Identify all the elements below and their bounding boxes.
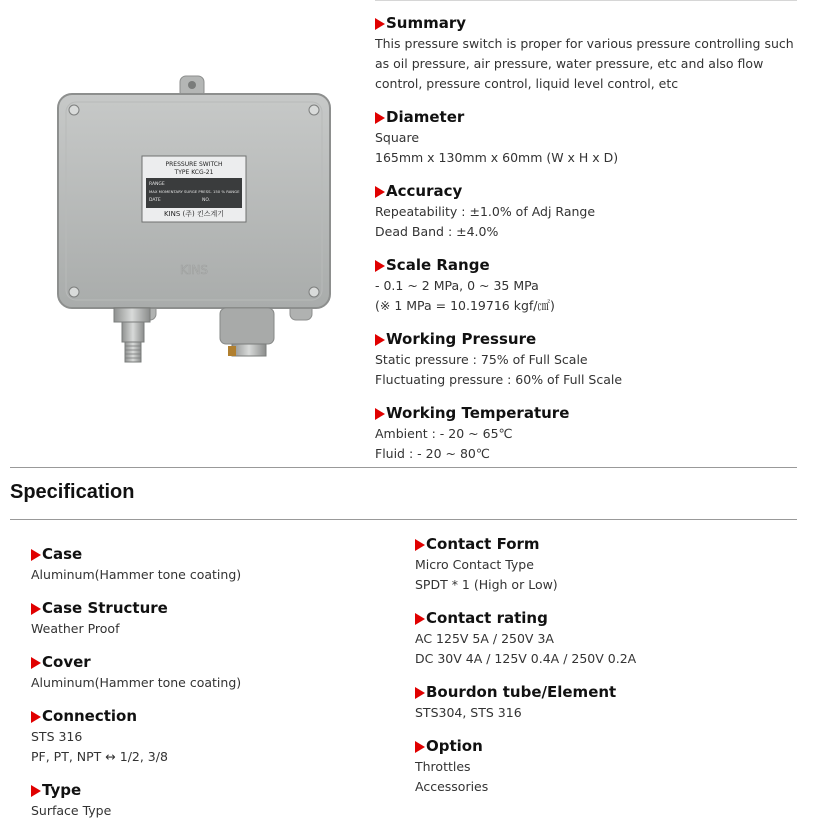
connection-block — [31, 705, 411, 767]
block-heading: Summary — [375, 12, 805, 34]
block-line: Weather Proof — [31, 621, 120, 636]
block-heading: Contact Form — [415, 533, 795, 555]
block-line: Throttles — [415, 759, 471, 774]
block-line: Square — [375, 130, 420, 145]
scale-range-block — [375, 254, 805, 316]
block-line: Fluctuating pressure : 60% of Full Scale — [375, 372, 623, 387]
red-arrow-icon — [375, 334, 385, 346]
plate-brand: KINS (주) 킨스계기 — [163, 210, 225, 218]
working-pressure-block — [375, 328, 805, 390]
block-line: Micro Contact Type — [415, 557, 534, 572]
block-line: Ambient : - 20 ~ 65℃ — [375, 426, 513, 441]
block-line: AC 125V 5A / 250V 3A — [415, 631, 554, 646]
block-line: Repeatability : ±1.0% of Adj Range — [375, 204, 596, 219]
block-heading: Cover — [31, 651, 411, 673]
block-line: PF, PT, NPT ↔ 1/2, 3/8 — [31, 749, 168, 764]
red-arrow-icon — [375, 18, 385, 30]
block-line: Surface Type — [31, 803, 112, 818]
block-heading: Type — [31, 779, 411, 801]
plate-no: NO. — [202, 198, 211, 203]
red-arrow-icon — [31, 711, 41, 723]
accuracy-block — [375, 180, 805, 242]
block-heading: Scale Range — [375, 254, 805, 276]
case-structure-block — [31, 597, 411, 639]
red-arrow-icon — [375, 260, 385, 272]
specification-title: Specification — [10, 481, 135, 503]
block-heading: Case Structure — [31, 597, 411, 619]
block-heading: Bourdon tube/Element — [415, 681, 795, 703]
block-heading: Contact rating — [415, 607, 795, 629]
block-heading: Diameter — [375, 106, 805, 128]
diameter-block — [375, 106, 805, 168]
block-line: Dead Band : ±4.0% — [375, 224, 499, 239]
case-block — [31, 543, 411, 585]
red-arrow-icon — [31, 603, 41, 615]
red-arrow-icon — [415, 741, 425, 753]
red-arrow-icon — [375, 112, 385, 124]
red-arrow-icon — [415, 613, 425, 625]
cover-block — [31, 651, 411, 693]
red-arrow-icon — [31, 657, 41, 669]
block-line: Aluminum(Hammer tone coating) — [31, 675, 242, 690]
working-temperature-block — [375, 402, 805, 464]
type-block — [31, 779, 411, 821]
block-line: control, pressure control, liquid level control, etc — [375, 76, 679, 91]
block-line: Fluid : - 20 ~ 80℃ — [375, 446, 490, 461]
plate-range: RANGE — [149, 182, 165, 187]
block-heading: Working Temperature — [375, 402, 805, 424]
block-line: DC 30V 4A / 125V 0.4A / 250V 0.2A — [415, 651, 637, 666]
block-line: as oil pressure, air pressure, water pressure, etc and also flow — [375, 56, 764, 71]
block-heading: Working Pressure — [375, 328, 805, 350]
red-arrow-icon — [375, 408, 385, 420]
specification-divider — [10, 519, 797, 520]
summary-block — [375, 12, 805, 94]
contact-form-block — [415, 533, 795, 595]
spec-right-column — [415, 533, 795, 809]
section-divider — [10, 467, 797, 468]
red-arrow-icon — [415, 687, 425, 699]
plate-title: PRESSURE SWITCH — [165, 161, 223, 168]
block-line: (※ 1 MPa = 10.19716 kgf/㎠) — [375, 298, 555, 313]
block-heading: Accuracy — [375, 180, 805, 202]
red-arrow-icon — [31, 549, 41, 561]
block-heading: Case — [31, 543, 411, 565]
top-divider — [375, 0, 797, 1]
spec-left-column — [31, 543, 411, 833]
contact-rating-block — [415, 607, 795, 669]
red-arrow-icon — [415, 539, 425, 551]
bourdon-tube-block — [415, 681, 795, 723]
block-line: Aluminum(Hammer tone coating) — [31, 567, 242, 582]
option-block — [415, 735, 795, 797]
block-line: STS304, STS 316 — [415, 705, 522, 720]
plate-date: DATE — [149, 198, 161, 203]
red-arrow-icon — [375, 186, 385, 198]
plate-type: TYPE KCG-21 — [174, 169, 214, 176]
cast-logo: KINS — [179, 263, 209, 277]
red-arrow-icon — [31, 785, 41, 797]
block-line: - 0.1 ~ 2 MPa, 0 ~ 35 MPa — [375, 278, 539, 293]
block-line: SPDT * 1 (High or Low) — [415, 577, 558, 592]
product-image — [52, 70, 342, 365]
block-heading: Option — [415, 735, 795, 757]
block-line: STS 316 — [31, 729, 83, 744]
block-heading: Connection — [31, 705, 411, 727]
block-line: 165mm x 130mm x 60mm (W x H x D) — [375, 150, 619, 165]
block-line: This pressure switch is proper for various pressure controlling such — [375, 36, 794, 51]
block-line: Static pressure : 75% of Full Scale — [375, 352, 588, 367]
plate-surge: MAX MOMENTARY SURGE PRESS. 150 % RANGE — [149, 189, 240, 194]
block-line: Accessories — [415, 779, 489, 794]
summary-section — [375, 12, 805, 476]
